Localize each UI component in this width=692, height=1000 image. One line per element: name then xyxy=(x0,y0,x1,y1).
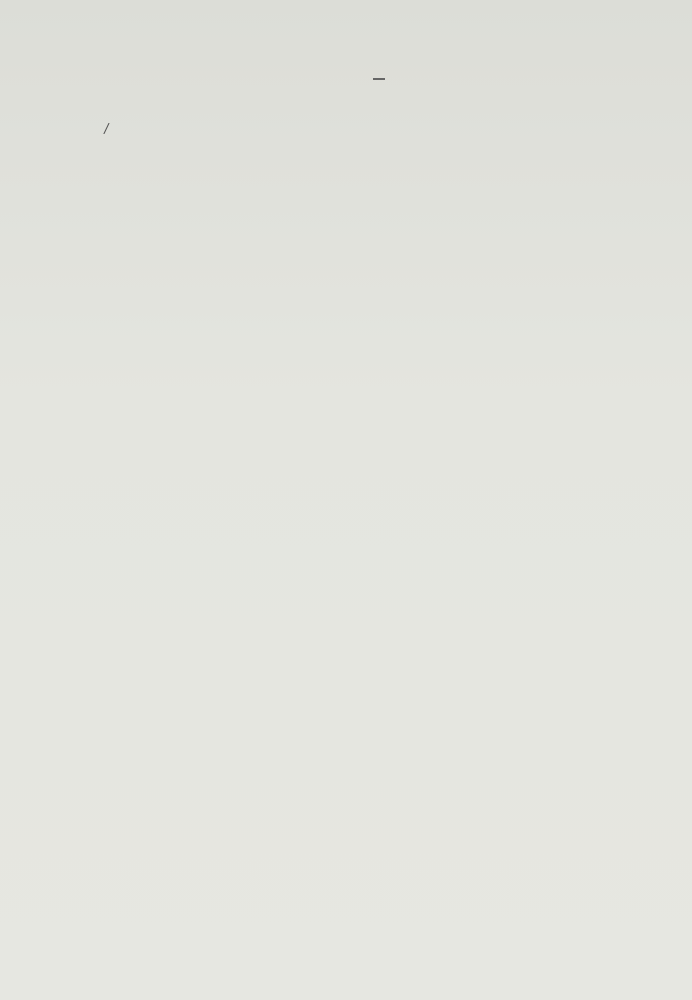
slash-mark: / xyxy=(102,120,110,138)
